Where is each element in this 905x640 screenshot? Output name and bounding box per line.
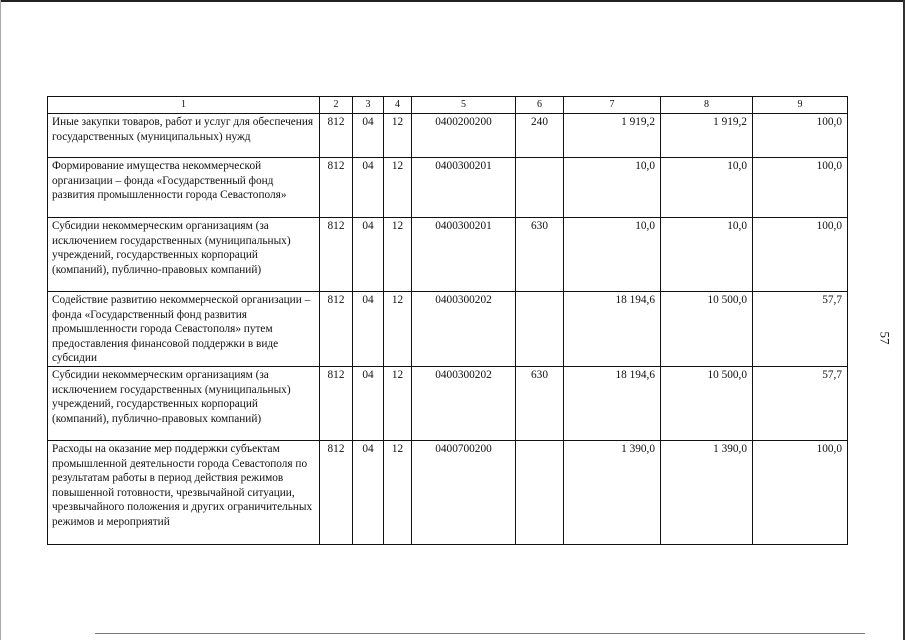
row-col-9: 57,7 [753,292,848,367]
row-col-6 [516,292,564,367]
row-col-3: 04 [353,440,384,544]
row-col-5: 0400300202 [412,366,516,440]
row-col-7: 10,0 [564,158,661,218]
row-col-2: 812 [320,440,353,544]
header-col-2: 2 [320,97,353,114]
row-col-9: 57,7 [753,366,848,440]
row-col-8: 1 919,2 [661,114,753,158]
row-col-7: 1 390,0 [564,440,661,544]
row-col-6 [516,158,564,218]
header-col-4: 4 [384,97,412,114]
row-col-7: 1 919,2 [564,114,661,158]
row-col-9: 100,0 [753,158,848,218]
table-row [48,114,848,158]
header-col-9: 9 [753,97,848,114]
row-col-2: 812 [320,292,353,367]
row-col-7: 18 194,6 [564,292,661,367]
row-col-4: 12 [384,440,412,544]
row-col-2: 812 [320,366,353,440]
row-col-9: 100,0 [753,218,848,292]
row-col-6 [516,440,564,544]
row-col-5: 0400200200 [412,114,516,158]
page-number: 57 [877,331,893,345]
row-col-5: 0400700200 [412,440,516,544]
header-col-7: 7 [564,97,661,114]
header-col-3: 3 [353,97,384,114]
row-col-6: 630 [516,218,564,292]
row-col-4: 12 [384,292,412,367]
row-col-5: 0400300201 [412,218,516,292]
table-row [48,218,848,292]
row-col-5: 0400300202 [412,292,516,367]
header-col-8: 8 [661,97,753,114]
row-col-8: 1 390,0 [661,440,753,544]
table-row [48,292,848,367]
row-col-8: 10 500,0 [661,366,753,440]
row-col-7: 10,0 [564,218,661,292]
row-col-2: 812 [320,114,353,158]
table-header-row [48,97,848,114]
row-col-2: 812 [320,218,353,292]
header-col-5: 5 [412,97,516,114]
row-col-8: 10,0 [661,218,753,292]
row-name: Содействие развитию некоммерческой организации – фонда «Государственный фонд развития промышленности города Севастополя» путем предоставления финансовой поддержки в виде субсидии [48,292,320,367]
row-col-8: 10,0 [661,158,753,218]
row-col-4: 12 [384,114,412,158]
row-col-9: 100,0 [753,114,848,158]
row-col-7: 18 194,6 [564,366,661,440]
row-col-5: 0400300201 [412,158,516,218]
row-name: Расходы на оказание мер поддержки субъектам промышленной деятельности города Севастополя по результатам работы в период действия режимов повышенной готовности, чрезвычайной ситуации, чрезвычайного положения и других ограничительных режимов и мероприятий [48,440,320,544]
row-col-6: 630 [516,366,564,440]
row-col-4: 12 [384,218,412,292]
row-col-3: 04 [353,158,384,218]
row-col-4: 12 [384,158,412,218]
table-row [48,158,848,218]
header-col-1: 1 [48,97,320,114]
row-name: Субсидии некоммерческим организациям (за исключением государственных (муниципальных) учреждений, государственных корпораций (компаний), публично-правовых компаний) [48,366,320,440]
row-col-3: 04 [353,114,384,158]
row-name: Субсидии некоммерческим организациям (за исключением государственных (муниципальных) учреждений, государственных корпораций (компаний), публично-правовых компаний) [48,218,320,292]
row-col-3: 04 [353,292,384,367]
budget-table [47,96,848,545]
row-col-9: 100,0 [753,440,848,544]
row-col-6: 240 [516,114,564,158]
row-name: Иные закупки товаров, работ и услуг для обеспечения государственных (муниципальных) нужд [48,114,320,158]
page-top-edge [0,0,905,2]
row-name: Формирование имущества некоммерческой организации – фонда «Государственный фонд развития промышленности города Севастополя» [48,158,320,218]
row-col-2: 812 [320,158,353,218]
row-col-4: 12 [384,366,412,440]
table-row [48,440,848,544]
row-col-8: 10 500,0 [661,292,753,367]
page-left-edge [0,0,1,640]
row-col-3: 04 [353,366,384,440]
row-col-3: 04 [353,218,384,292]
bottom-scan-line [95,633,865,634]
header-col-6: 6 [516,97,564,114]
table-row [48,366,848,440]
